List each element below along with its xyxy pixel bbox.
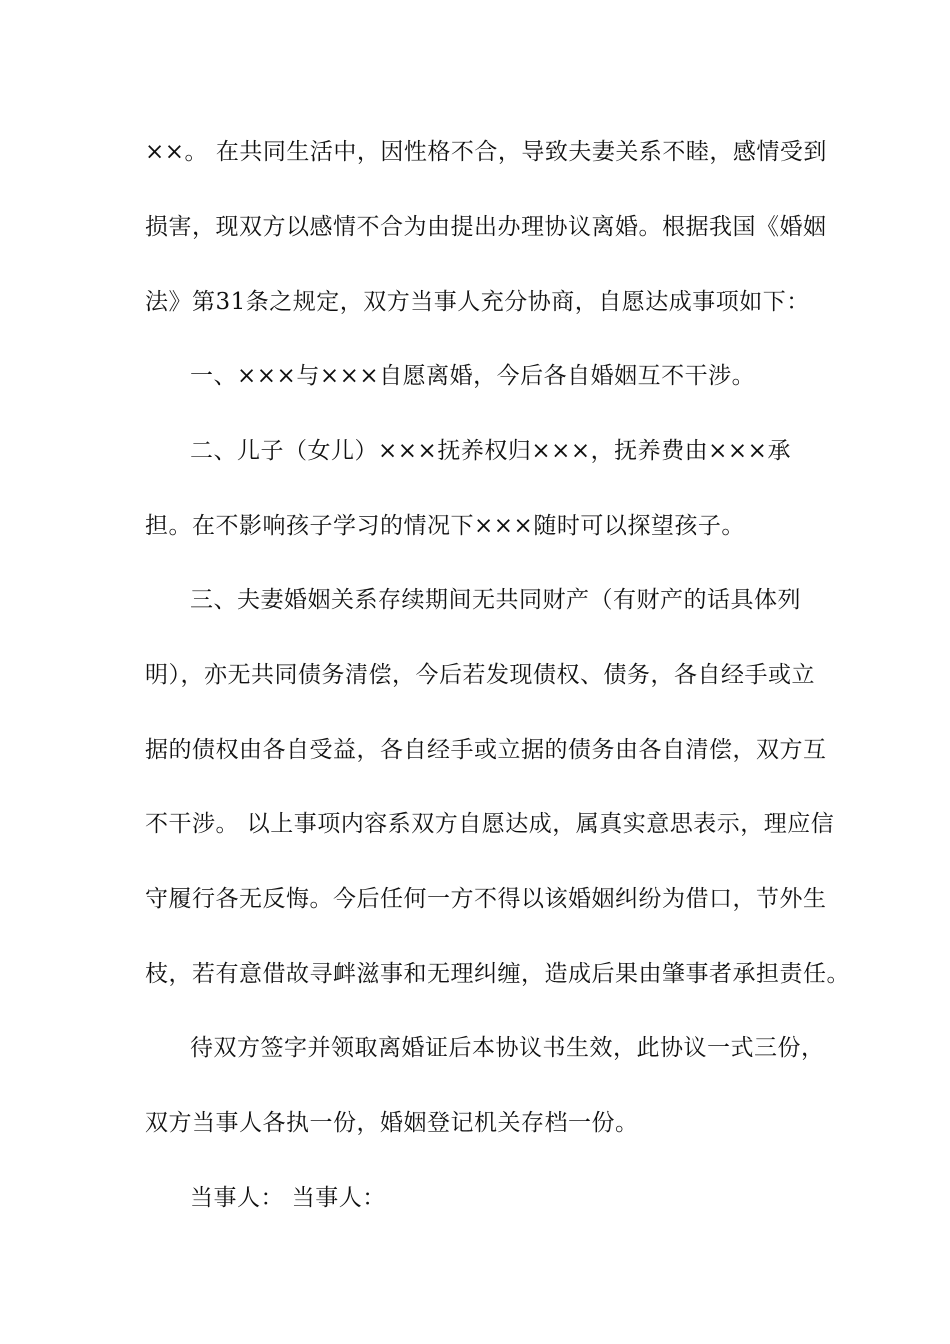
text-line: ××。 在共同生活中，因性格不合，导致夫妻关系不睦，感情受到 <box>145 139 827 165</box>
clause-three: 三、夫妻婚姻关系存续期间无共同财产（有财产的话具体列 <box>190 587 801 613</box>
text-line: 不干涉。 以上事项内容系双方自愿达成，属真实意思表示，理应信 <box>145 811 835 837</box>
clause-one: 一、×××与×××自愿离婚，今后各自婚姻互不干涉。 <box>190 363 756 389</box>
text-line: 明），亦无共同债务清偿，今后若发现债权、债务，各自经手或立 <box>145 662 815 688</box>
text-line: 损害，现双方以感情不合为由提出办理协议离婚。根据我国《婚姻 <box>145 214 827 240</box>
text-line: 担。在不影响孩子学习的情况下×××随时可以探望孩子。 <box>145 513 745 539</box>
effective-clause: 待双方签字并领取离婚证后本协议书生效，此协议一式三份， <box>190 1035 825 1061</box>
text-line: 双方当事人各执一份，婚姻登记机关存档一份。 <box>145 1110 639 1136</box>
text-line: 枝，若有意借故寻衅滋事和无理纠缠，造成后果由肇事者承担责任。 <box>145 961 850 987</box>
signature-line: 当事人： 当事人： <box>190 1185 386 1211</box>
text-line: 据的债权由各自受益，各自经手或立据的债务由各自清偿，双方互 <box>145 737 827 763</box>
clause-two: 二、儿子（女儿）×××抚养权归×××，抚养费由×××承 <box>190 438 791 464</box>
text-line: 守履行各无反悔。今后任何一方不得以该婚姻纠纷为借口，节外生 <box>145 886 827 912</box>
text-line: 法》第31条之规定，双方当事人充分协商，自愿达成事项如下： <box>145 289 810 315</box>
